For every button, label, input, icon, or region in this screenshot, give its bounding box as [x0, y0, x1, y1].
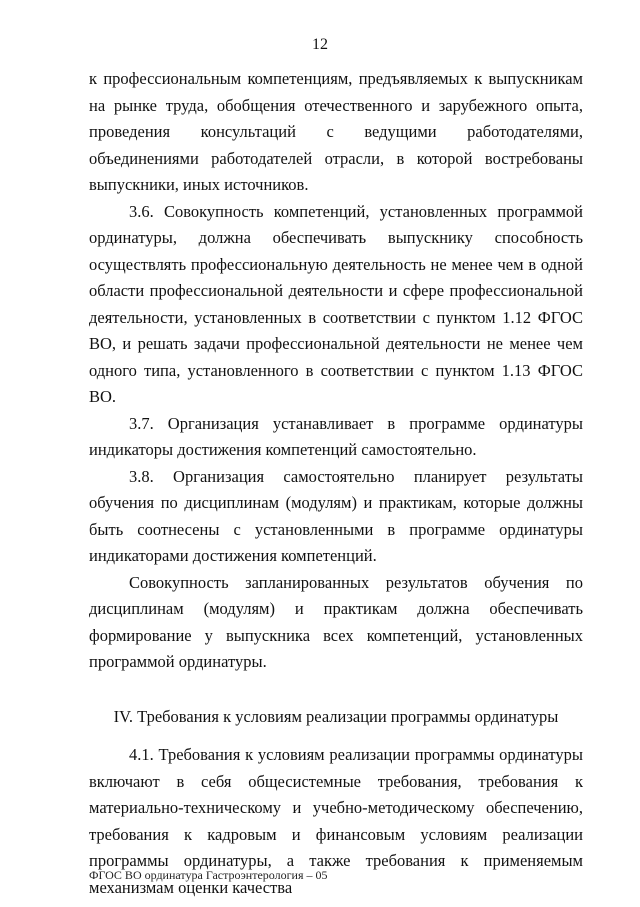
paragraph-continuation: к профессиональным компетенциям, предъявляемых к выпускникам на рынке труда, обобщения отечественного и зарубежного опыта, проведения консультаций с ведущими работодателями, объединениями работодателей отрасли, в которой востребованы выпускники, иных источников.	[89, 69, 583, 194]
paragraph-3-8: 3.8. Организация самостоятельно планирует результаты обучения по дисциплинам (модулям) и практикам, которые должны быть соотнесены с установленными в программе ординатуры индикаторами достижения компетенций.	[89, 466, 583, 565]
section-heading: IV. Требования к условиям реализации программы ординатуры	[113, 706, 559, 726]
paragraph-3-6: 3.6. Совокупность компетенций, установленных программой ординатуры, должна обеспечивать выпускнику способность осуществлять профессиональную деятельность не менее чем в одной области профессиональной деятельности и сфере профессиональной деятельности, установленных в соответствии с пунктом 1.12 ФГОС ВО, и решать задачи профессиональной деятельности не менее чем одного типа, установленного в соответствии с пунктом 1.13 ФГОС ВО.	[89, 201, 583, 406]
document-body	[89, 66, 583, 901]
spacer	[89, 676, 583, 704]
paragraph-learning-outcomes: Совокупность запланированных результатов обучения по дисциплинам (модулям) и практикам должна обеспечивать формирование у выпускника всех компетенций, установленных программой ординатуры.	[89, 572, 583, 671]
paragraph-4-1: 4.1. Требования к условиям реализации программы ординатуры включают в себя общесистемные требования, требования к материально-техническому и учебно-методическому обеспечению, требования к кадровым и финансовым условиям реализации программы ординатуры, а также требования к применяемым механизмам оценки качества	[89, 745, 583, 897]
page-number: 12	[312, 36, 328, 53]
paragraph-3-7: 3.7. Организация устанавливает в программе ординатуры индикаторы достижения компетенций самостоятельно.	[89, 413, 583, 459]
spacer	[89, 730, 583, 742]
page-footer: ФГОС ВО ординатура Гастроэнтерология – 05	[89, 868, 328, 882]
